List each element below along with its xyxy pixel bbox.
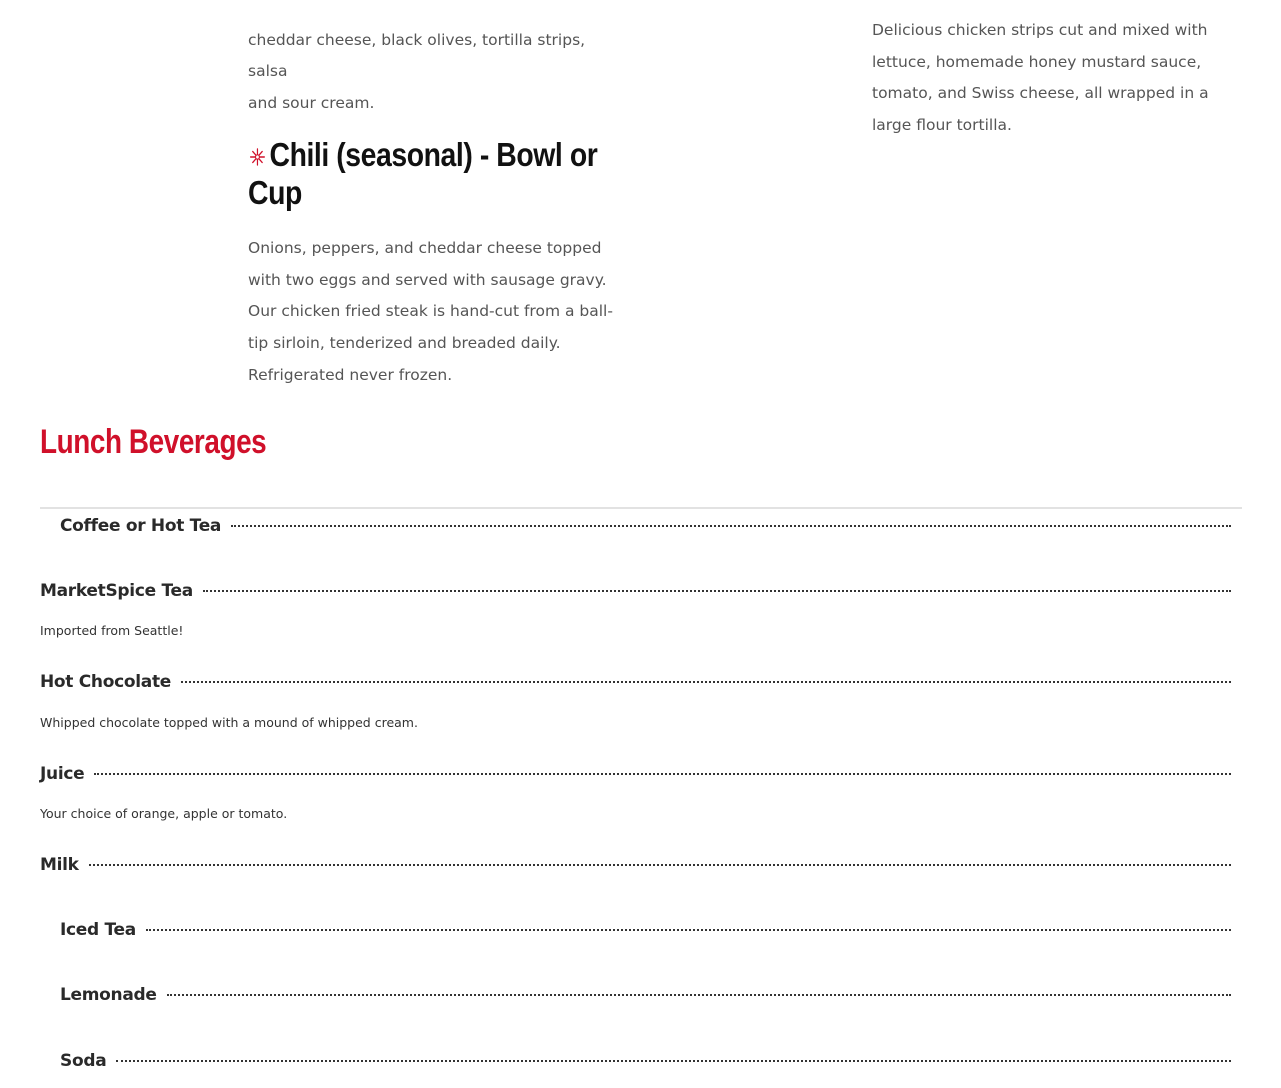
dotted-leader [167, 994, 1231, 996]
section-title-lunch-beverages: Lunch Beverages [40, 423, 267, 461]
menu-item-title [248, 136, 618, 212]
dotted-leader [89, 864, 1231, 866]
chili-title-text: Chili (seasonal) - Bowl or Cup [248, 136, 598, 211]
beverage-name: Coffee or Hot Tea [60, 516, 222, 536]
dotted-leader [94, 773, 1231, 775]
dotted-leader [231, 525, 1231, 527]
beverage-name: Soda [60, 1051, 107, 1071]
beverage-item-coffee-or-hot-tea [60, 513, 1231, 539]
beverage-description: Whipped chocolate topped with a mound of whipped cream. [40, 715, 418, 730]
spicy-pepper-icon [248, 146, 267, 168]
beverage-item-hot-chocolate [40, 669, 1231, 695]
beverage-item-marketspice-tea [40, 578, 1231, 604]
dotted-leader [116, 1060, 1231, 1062]
description-line: cheddar cheese, black olives, tortilla strips, salsa [248, 30, 586, 81]
taco-salad-description [248, 0, 628, 120]
beverage-name: Milk [40, 855, 79, 875]
beverage-item-juice [40, 761, 1231, 787]
beverage-name: Juice [40, 764, 85, 784]
dotted-leader [146, 929, 1231, 931]
beverage-name: Lemonade [60, 985, 157, 1005]
beverage-item-soda [60, 1048, 1231, 1074]
beverage-name: Hot Chocolate [40, 672, 172, 692]
dotted-leader [181, 681, 1231, 683]
chicken-wrap-description: Delicious chicken strips cut and mixed with lettuce, homemade honey mustard sauce, tomato, and Swiss cheese, all wrapped in a large flour tortilla. [872, 21, 1209, 135]
dotted-leader [203, 590, 1231, 592]
section-divider [40, 507, 1242, 509]
description-line-partial [248, 0, 628, 25]
description-line: and sour cream. [248, 94, 375, 113]
beverage-item-milk [40, 852, 1231, 878]
chili-description: Onions, peppers, and cheddar cheese topped with two eggs and served with sausage gravy. Our chicken fried steak is hand-cut from a ball-tip sirloin, tenderized and breaded daily. Refrigerated never frozen. [248, 239, 613, 384]
beverage-name: MarketSpice Tea [40, 581, 193, 601]
beverage-item-lemonade [60, 982, 1231, 1008]
beverage-description: Your choice of orange, apple or tomato. [40, 806, 288, 821]
beverage-name: Iced Tea [60, 920, 136, 940]
menu-item-chili [248, 136, 620, 212]
beverage-description: Imported from Seattle! [40, 623, 184, 638]
beverage-item-iced-tea [60, 917, 1231, 943]
